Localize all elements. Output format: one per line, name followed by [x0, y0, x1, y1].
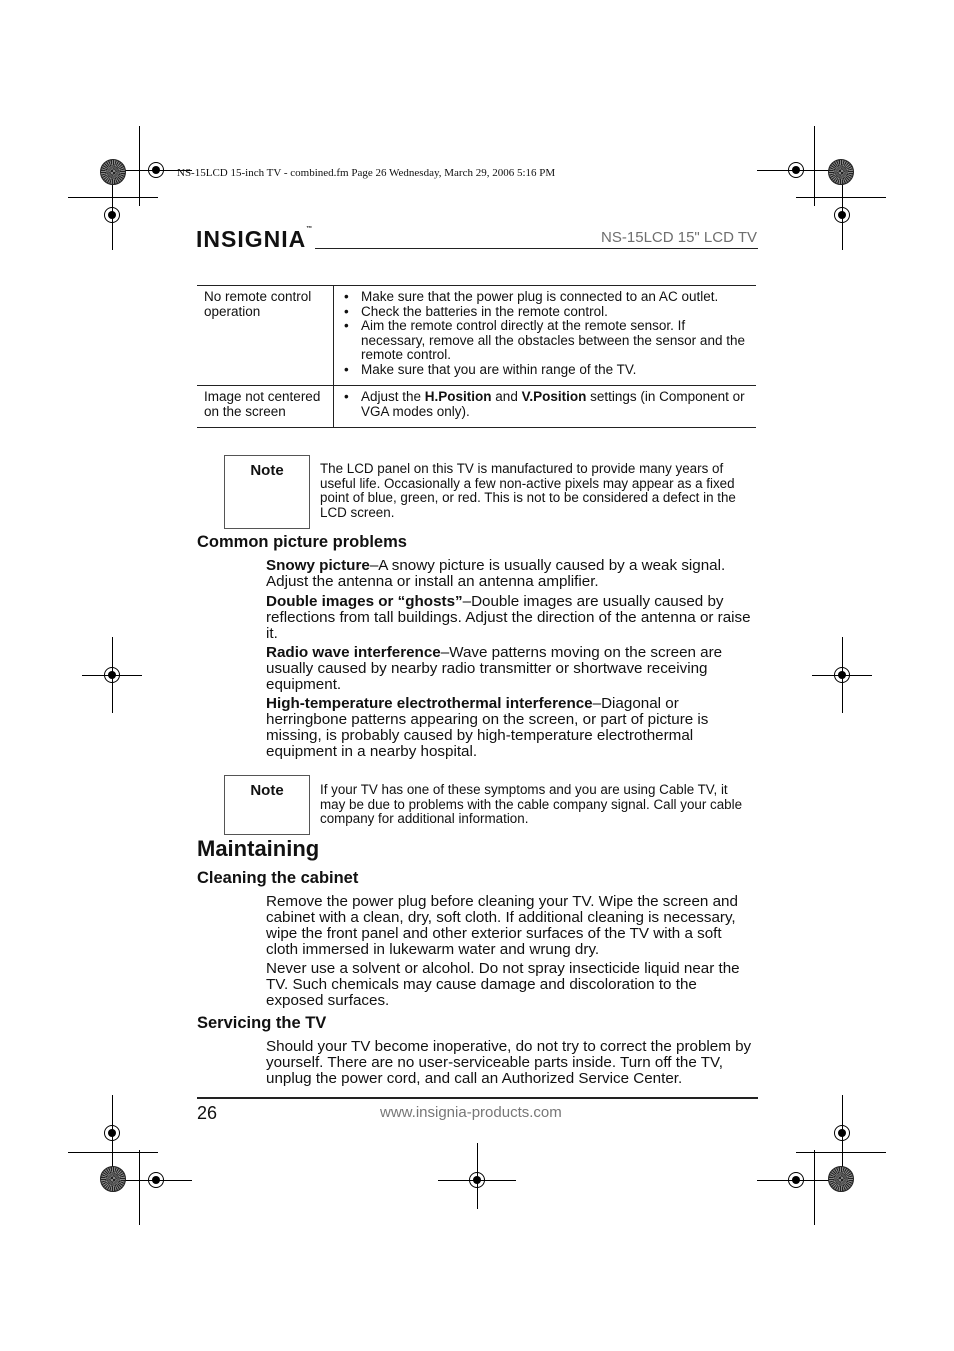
body-paragraph: Remove the power plug before cleaning your TV. Wipe the screen and cabinet with a clean, dry, soft cloth. If additional cleaning is necessary, wipe the front panel and other exterior surfaces of the TV with a soft cloth immersed in lukewarm water and wrung dry.: [266, 893, 738, 958]
setting-name: V.Position: [521, 389, 587, 404]
list-item: • Aim the remote control directly at the remote sensor. If necessary, remove all the obstacles between the sensor and the remote control.: [361, 319, 750, 363]
footer-rule: [197, 1097, 758, 1099]
problem-cell: No remote control operation: [197, 286, 334, 386]
brand-logo-text: INSIGNIA: [196, 226, 307, 252]
problem-desc: –Diagonal or herringbone patterns appearing on the screen, or part of picture is missing, is probably caused by high-temperature electrothermal equipment in a nearby hospital.: [266, 695, 709, 760]
page-number: 26: [197, 1103, 218, 1123]
list-item: • Make sure that the power plug is connected to an AC outlet.: [361, 290, 750, 305]
note-text: If your TV has one of these symptoms and you are using Cable TV, it may be due to problems with the cable company signal. Call your cable company for additional information.: [320, 782, 743, 826]
body-paragraph: Should your TV become inoperative, do not try to correct the problem by yourself. There are no user-serviceable parts inside. Turn off the TV, unplug the power cord, and call an Authorized Service Center.: [266, 1038, 752, 1087]
trademark-symbol: ™: [306, 226, 314, 232]
brand-logo: [196, 226, 313, 253]
print-info: NS-15LCD 15-inch TV - combined.fm Page 26 Wednesday, March 29, 2006 5:16 PM: [177, 167, 556, 179]
setting-name: H.Position: [424, 389, 492, 404]
solution-cell: [334, 386, 757, 428]
section-heading: Cleaning the cabinet: [197, 869, 359, 887]
body-paragraph: Never use a solvent or alcohol. Do not spray insecticide liquid near the TV. Such chemicals may cause damage and discoloration to the exposed surfaces.: [266, 960, 740, 1009]
note-label-box: Note: [224, 455, 310, 529]
solution-text: settings (in Component or VGA modes only).: [361, 389, 745, 419]
problem-desc: –A snowy picture is usually caused by a weak signal. Adjust the antenna or install an antenna amplifier.: [266, 557, 726, 590]
problem-term: Radio wave interference: [266, 644, 441, 661]
problem-term: High-temperature electrothermal interference: [266, 695, 593, 712]
page-header-title: NS-15LCD 15" LCD TV: [601, 229, 757, 246]
solution-list: [341, 290, 750, 377]
solution-text: and: [491, 389, 522, 404]
problem-desc: –Wave patterns moving on the screen are usually caused by nearby radio transmitter or shortwave receiving equipment.: [266, 644, 723, 693]
problem-description: [266, 696, 756, 760]
problem-desc: –Double images are usually caused by reflections from tall buildings. Adjust the direction of the antenna or raise it.: [266, 593, 751, 642]
section-heading: Servicing the TV: [197, 1014, 327, 1032]
table-row: [197, 286, 756, 386]
note-label-box: Note: [224, 775, 310, 835]
footer-url: www.insignia-products.com: [380, 1104, 562, 1121]
note-text: The LCD panel on this TV is manufactured to provide many years of useful life. Occasionally a few non-active pixels may appear as a fixed point of blue, green, or red. This is not to be considered a defect in the LCD screen.: [320, 461, 736, 520]
chapter-heading: Maintaining: [197, 836, 320, 861]
problem-description: [266, 558, 756, 590]
list-item: [361, 390, 750, 419]
problem-cell: Image not centered on the screen: [197, 386, 334, 428]
list-item: • Check the batteries in the remote control.: [361, 305, 750, 320]
problem-description: [266, 594, 756, 642]
table-row: [197, 386, 756, 428]
solution-cell: [334, 286, 757, 386]
section-heading: Common picture problems: [197, 533, 407, 551]
solution-text: Adjust the: [361, 389, 425, 404]
problem-term: Snowy picture: [266, 557, 370, 574]
problem-description: [266, 645, 756, 693]
header-rule: [315, 248, 758, 249]
problem-term: Double images or “ghosts”: [266, 593, 463, 610]
troubleshooting-table: [197, 285, 756, 428]
list-item: • Make sure that you are within range of the TV.: [361, 363, 750, 378]
solution-list: [341, 390, 750, 419]
